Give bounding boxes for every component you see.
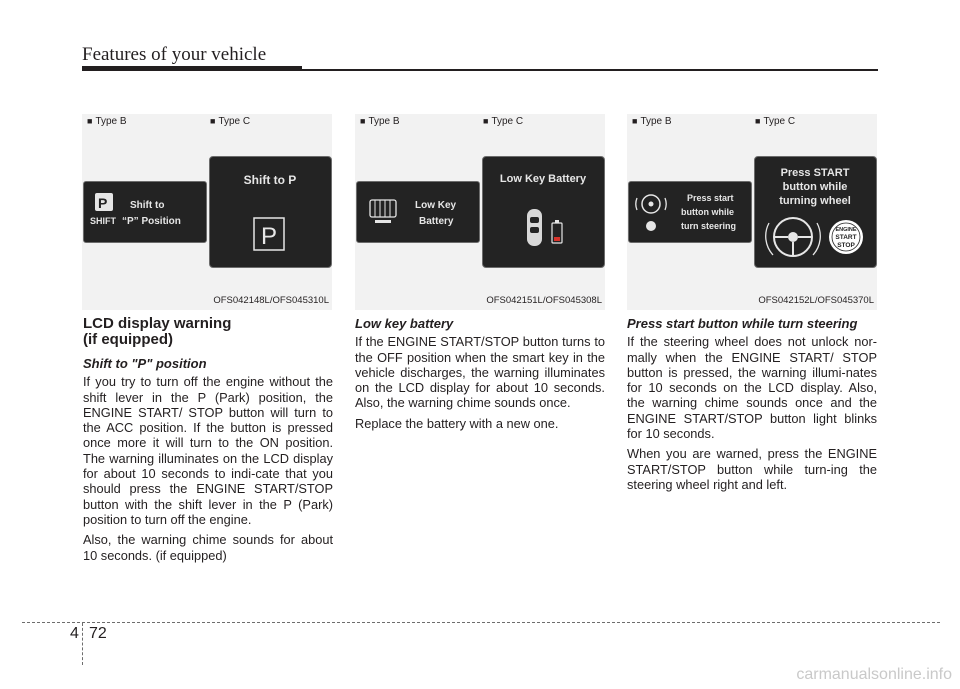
subsection-title: Low key battery	[355, 316, 454, 331]
svg-text:START: START	[835, 234, 857, 241]
lcd-b-line-2: Battery	[419, 216, 454, 227]
figure-low-key-battery	[355, 114, 605, 310]
figure-code: OFS042148L/OFS045310L	[213, 295, 329, 306]
lcd-c-line-1: Press START	[780, 167, 850, 179]
type-c-label: ■ Type C	[755, 116, 796, 127]
figure-shift-to-p	[82, 114, 332, 310]
type-c-label: ■ Type C	[483, 116, 524, 127]
type-c-label: ■ Type C	[210, 116, 251, 127]
start-button-icon	[646, 221, 656, 231]
header-rule-thick	[82, 66, 302, 71]
figure-code: OFS042151L/OFS045308L	[486, 295, 602, 306]
lcd-type-c-shift	[209, 156, 332, 268]
footer-page-divider	[82, 623, 84, 665]
column-press-start-steering	[627, 316, 877, 497]
type-b-label: ■ Type B	[360, 116, 400, 127]
lcd-b-line-2: button while	[681, 207, 734, 217]
paragraph: If you try to turn off the engine without the shift lever in the P (Park) position, the ENGINE START/ STOP button will turn to the ACC position. If the button is pressed once more it will turn to the ON position. The warning illuminates on the LCD display for about 10 seconds to indi-cate that you should press the ENGINE START/STOP button with the shift lever in the P (Park) position to turn off the engine.	[83, 374, 333, 527]
subsection-title: Press start button while turn steering	[627, 316, 858, 331]
svg-text:STOP: STOP	[837, 242, 855, 249]
lcd-b-line-1: Low Key	[415, 200, 457, 211]
figure-code: OFS042152L/OFS045370L	[758, 295, 874, 306]
lcd-c-text: Low Key Battery	[499, 173, 587, 185]
type-b-label: ■ Type B	[632, 116, 672, 127]
header-rule-thin	[302, 69, 878, 71]
key-battery-icon	[370, 200, 396, 217]
paragraph: If the ENGINE START/STOP button turns to the OFF position when the smart key in the vehicle discharges, the warning illuminates on the LCD display for about 10 seconds. Also, the warning chime sounds once.	[355, 334, 605, 411]
park-p-symbol: P	[260, 223, 278, 250]
lcd-c-text: Shift to P	[243, 173, 297, 187]
lcd-b-line-3: turn steering	[681, 221, 737, 231]
paragraph: When you are warned, press the ENGINE START/STOP button while turn-ing the steering wheel right and left.	[627, 446, 877, 492]
chapter-number: 4	[70, 625, 79, 642]
figure-press-start-steering	[627, 114, 877, 310]
lcd-type-c-steering	[754, 156, 877, 268]
lcd-type-b-steering	[628, 181, 752, 243]
lcd-c-line-3: turning wheel	[779, 195, 851, 207]
lcd-b-line-1: Press start	[687, 193, 734, 203]
footer-divider	[22, 622, 940, 623]
type-b-label: ■ Type B	[87, 116, 127, 127]
lcd-b-line-1: Shift to	[130, 200, 165, 211]
column-shift-to-p	[83, 316, 333, 568]
lcd-b-line-2: “P” Position	[122, 216, 181, 227]
lcd-type-b-shift	[83, 181, 207, 243]
paragraph: If the steering wheel does not unlock nor-mally when the ENGINE START/ STOP button is pressed, the warning illumi-nates for 10 seconds on the LCD display. Also, the warning chime sounds once and the ENGINE START/STOP button light blinks for 10 seconds.	[627, 334, 877, 442]
svg-text:ENGINE: ENGINE	[835, 227, 857, 233]
page-number: 72	[89, 625, 107, 642]
svg-text:P: P	[98, 195, 108, 211]
paragraph: Replace the battery with a new one.	[355, 415, 559, 431]
subsection-title: Shift to "P" position	[83, 356, 207, 371]
page-header-title: Features of your vehicle	[82, 44, 267, 65]
column-low-key-battery	[355, 316, 605, 436]
section-title: LCD display warning (if equipped)	[83, 315, 232, 348]
lcd-type-c-battery	[482, 156, 605, 268]
paragraph: Also, the warning chime sounds for about 10 seconds. (if equipped)	[83, 532, 333, 563]
lcd-c-line-2: button while	[782, 181, 848, 193]
shift-icon-label: SHIFT	[90, 216, 116, 226]
lcd-type-b-battery	[356, 181, 480, 243]
watermark: carmanualsonline.info	[796, 666, 952, 683]
